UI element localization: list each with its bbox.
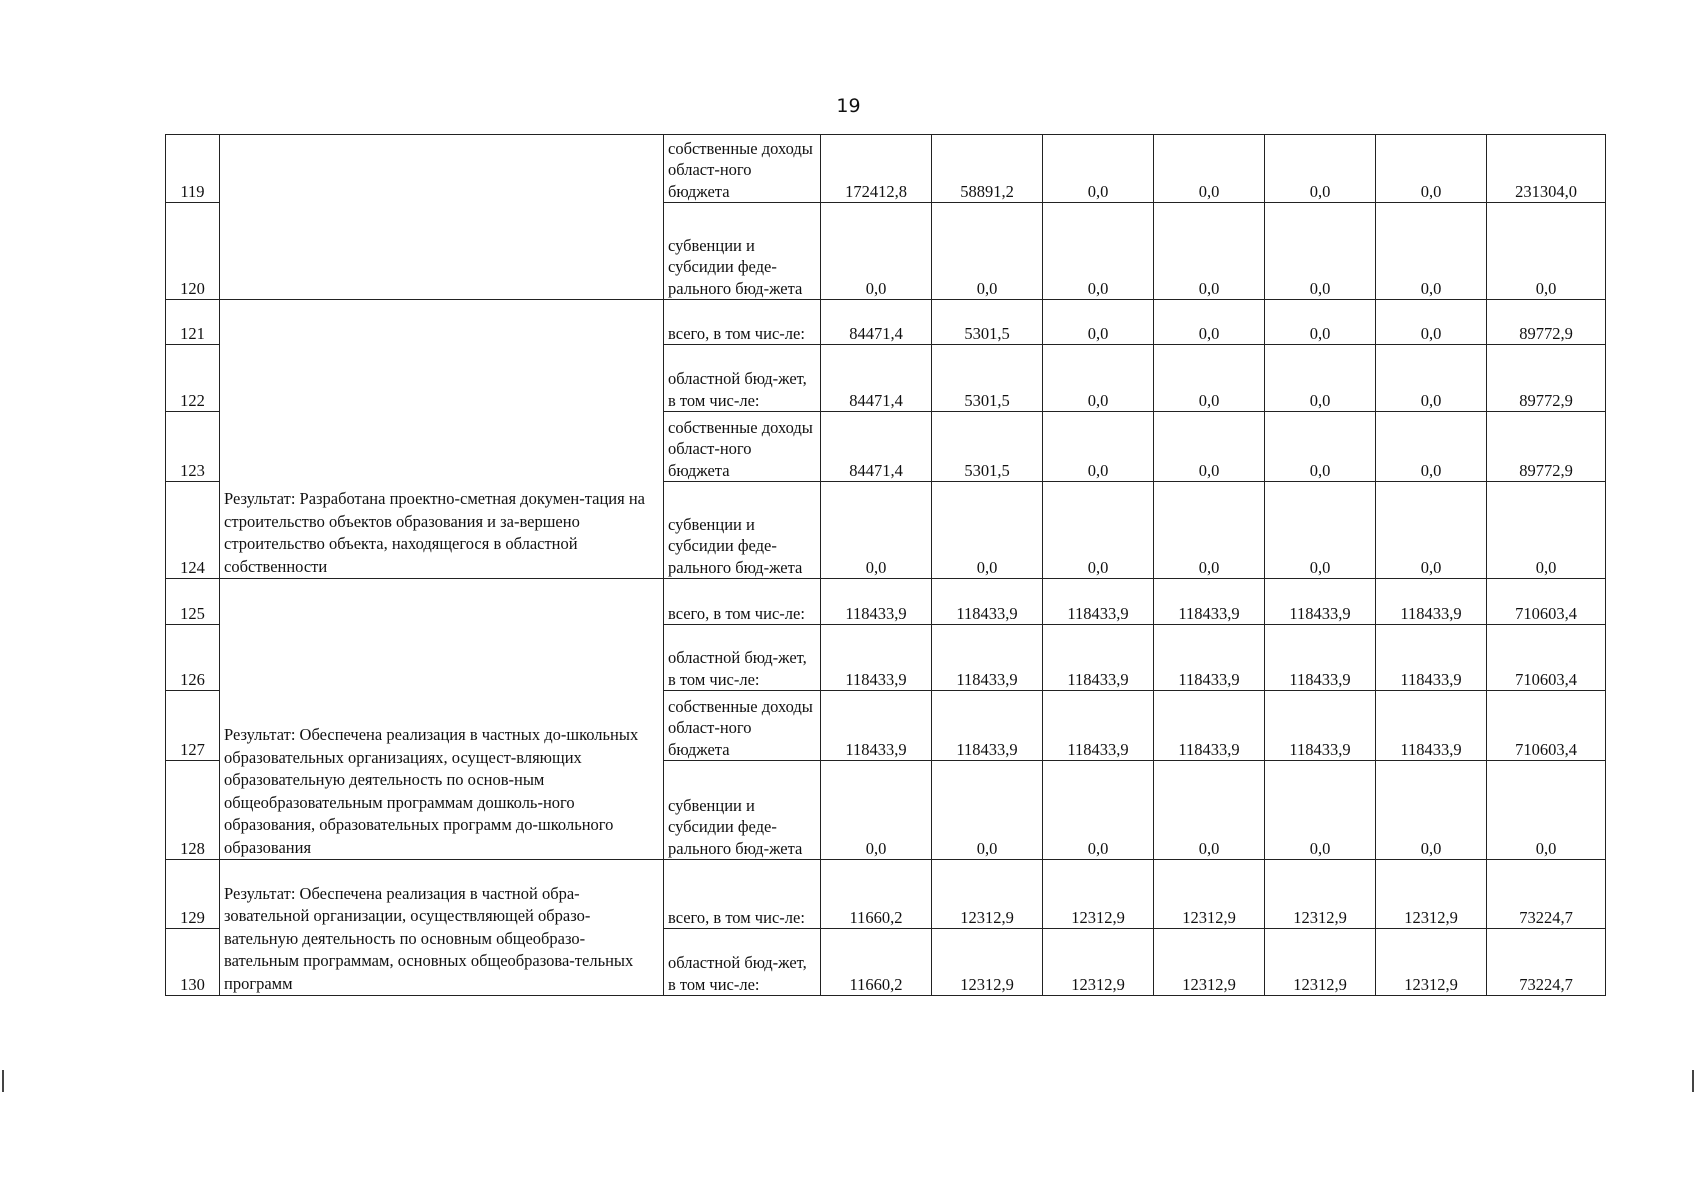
total-cell: 89772,9 xyxy=(1487,300,1606,345)
value-cell: 118433,9 xyxy=(1265,579,1376,625)
total-cell: 73224,7 xyxy=(1487,860,1606,929)
total-cell: 0,0 xyxy=(1487,482,1606,579)
table-row xyxy=(166,860,1606,929)
value-cell: 5301,5 xyxy=(932,412,1043,482)
budget-table-body xyxy=(166,135,1606,996)
value-cell: 0,0 xyxy=(1376,412,1487,482)
value-cell: 0,0 xyxy=(1043,345,1154,412)
row-number: 126 xyxy=(166,625,220,691)
value-cell: 172412,8 xyxy=(821,135,932,203)
value-cell: 12312,9 xyxy=(1376,929,1487,996)
total-cell: 710603,4 xyxy=(1487,579,1606,625)
value-cell: 118433,9 xyxy=(932,691,1043,761)
funding-source: собственные доходы област-ного бюджета xyxy=(664,691,821,761)
row-number: 120 xyxy=(166,203,220,300)
result-description xyxy=(220,135,664,300)
value-cell: 118433,9 xyxy=(1043,579,1154,625)
value-cell: 118433,9 xyxy=(1376,625,1487,691)
value-cell: 0,0 xyxy=(1043,135,1154,203)
value-cell: 0,0 xyxy=(1154,482,1265,579)
value-cell: 12312,9 xyxy=(1154,929,1265,996)
value-cell: 0,0 xyxy=(932,203,1043,300)
table-row xyxy=(166,135,1606,203)
row-number: 123 xyxy=(166,412,220,482)
value-cell: 0,0 xyxy=(1043,300,1154,345)
value-cell: 118433,9 xyxy=(1265,625,1376,691)
row-number: 124 xyxy=(166,482,220,579)
value-cell: 12312,9 xyxy=(1043,929,1154,996)
value-cell: 0,0 xyxy=(1265,761,1376,860)
total-cell: 89772,9 xyxy=(1487,345,1606,412)
total-cell: 710603,4 xyxy=(1487,691,1606,761)
value-cell: 12312,9 xyxy=(1265,929,1376,996)
value-cell: 0,0 xyxy=(932,482,1043,579)
value-cell: 0,0 xyxy=(821,482,932,579)
result-description: Результат: Разработана проектно-сметная докумен-тация на строительство объектов образования и за-вершено строительство объекта, находящегося в областной собственности xyxy=(220,300,664,579)
value-cell: 0,0 xyxy=(1265,300,1376,345)
funding-source: всего, в том чис-ле: xyxy=(664,579,821,625)
result-description: Результат: Обеспечена реализация в частной обра-зовательной организации, осуществляющей образо-вательную деятельность по основным общеобразо-вательным программам, основных общеобразова-тельных программ xyxy=(220,860,664,996)
funding-source: субвенции и субсидии феде-рального бюд-жета xyxy=(664,203,821,300)
total-cell: 0,0 xyxy=(1487,761,1606,860)
funding-source: собственные доходы област-ного бюджета xyxy=(664,412,821,482)
value-cell: 0,0 xyxy=(821,761,932,860)
value-cell: 0,0 xyxy=(1043,482,1154,579)
value-cell: 12312,9 xyxy=(1376,860,1487,929)
value-cell: 0,0 xyxy=(1265,345,1376,412)
funding-source: областной бюд-жет, в том чис-ле: xyxy=(664,625,821,691)
total-cell: 710603,4 xyxy=(1487,625,1606,691)
row-number: 129 xyxy=(166,860,220,929)
total-cell: 0,0 xyxy=(1487,203,1606,300)
value-cell: 118433,9 xyxy=(821,691,932,761)
funding-source: всего, в том чис-ле: xyxy=(664,300,821,345)
value-cell: 84471,4 xyxy=(821,300,932,345)
total-cell: 231304,0 xyxy=(1487,135,1606,203)
value-cell: 0,0 xyxy=(1376,300,1487,345)
value-cell: 0,0 xyxy=(1043,761,1154,860)
funding-source: собственные доходы област-ного бюджета xyxy=(664,135,821,203)
value-cell: 118433,9 xyxy=(1043,625,1154,691)
value-cell: 0,0 xyxy=(1154,761,1265,860)
value-cell: 118433,9 xyxy=(1154,625,1265,691)
value-cell: 118433,9 xyxy=(1154,691,1265,761)
table-row xyxy=(166,579,1606,625)
value-cell: 0,0 xyxy=(1043,203,1154,300)
value-cell: 0,0 xyxy=(1154,135,1265,203)
value-cell: 12312,9 xyxy=(1154,860,1265,929)
value-cell: 84471,4 xyxy=(821,412,932,482)
row-number: 121 xyxy=(166,300,220,345)
scan-edge-mark-left xyxy=(2,1070,4,1092)
value-cell: 118433,9 xyxy=(1154,579,1265,625)
funding-source: субвенции и субсидии феде-рального бюд-жета xyxy=(664,482,821,579)
value-cell: 118433,9 xyxy=(1376,691,1487,761)
value-cell: 0,0 xyxy=(1376,482,1487,579)
funding-source: всего, в том чис-ле: xyxy=(664,860,821,929)
value-cell: 118433,9 xyxy=(1376,579,1487,625)
value-cell: 0,0 xyxy=(1154,300,1265,345)
value-cell: 0,0 xyxy=(1376,203,1487,300)
value-cell: 0,0 xyxy=(1154,412,1265,482)
value-cell: 0,0 xyxy=(1376,135,1487,203)
page-number: 19 xyxy=(836,95,861,117)
value-cell: 0,0 xyxy=(1265,135,1376,203)
table-row xyxy=(166,300,1606,345)
value-cell: 12312,9 xyxy=(1265,860,1376,929)
value-cell: 11660,2 xyxy=(821,929,932,996)
value-cell: 11660,2 xyxy=(821,860,932,929)
budget-table xyxy=(165,134,1606,996)
value-cell: 12312,9 xyxy=(932,860,1043,929)
value-cell: 0,0 xyxy=(932,761,1043,860)
value-cell: 5301,5 xyxy=(932,345,1043,412)
value-cell: 0,0 xyxy=(1043,412,1154,482)
value-cell: 118433,9 xyxy=(1265,691,1376,761)
value-cell: 5301,5 xyxy=(932,300,1043,345)
total-cell: 73224,7 xyxy=(1487,929,1606,996)
total-cell: 89772,9 xyxy=(1487,412,1606,482)
value-cell: 0,0 xyxy=(1154,203,1265,300)
value-cell: 84471,4 xyxy=(821,345,932,412)
value-cell: 12312,9 xyxy=(1043,860,1154,929)
value-cell: 118433,9 xyxy=(821,625,932,691)
row-number: 128 xyxy=(166,761,220,860)
scan-edge-mark-right xyxy=(1692,1070,1694,1092)
row-number: 122 xyxy=(166,345,220,412)
value-cell: 0,0 xyxy=(1376,761,1487,860)
row-number: 119 xyxy=(166,135,220,203)
value-cell: 12312,9 xyxy=(932,929,1043,996)
value-cell: 0,0 xyxy=(821,203,932,300)
value-cell: 0,0 xyxy=(1376,345,1487,412)
value-cell: 118433,9 xyxy=(1043,691,1154,761)
row-number: 127 xyxy=(166,691,220,761)
result-description: Результат: Обеспечена реализация в частных до-школьных образовательных организациях, осущест-вляющих образовательную деятельность по основ-ным общеобразовательным программам дошколь-ного образования, образовательных программ до-школьного образования xyxy=(220,579,664,860)
funding-source: субвенции и субсидии феде-рального бюд-жета xyxy=(664,761,821,860)
value-cell: 118433,9 xyxy=(821,579,932,625)
value-cell: 118433,9 xyxy=(932,579,1043,625)
funding-source: областной бюд-жет, в том чис-ле: xyxy=(664,345,821,412)
funding-source: областной бюд-жет, в том чис-ле: xyxy=(664,929,821,996)
value-cell: 118433,9 xyxy=(932,625,1043,691)
row-number: 125 xyxy=(166,579,220,625)
value-cell: 0,0 xyxy=(1265,482,1376,579)
row-number: 130 xyxy=(166,929,220,996)
value-cell: 0,0 xyxy=(1265,412,1376,482)
value-cell: 0,0 xyxy=(1154,345,1265,412)
value-cell: 0,0 xyxy=(1265,203,1376,300)
value-cell: 58891,2 xyxy=(932,135,1043,203)
